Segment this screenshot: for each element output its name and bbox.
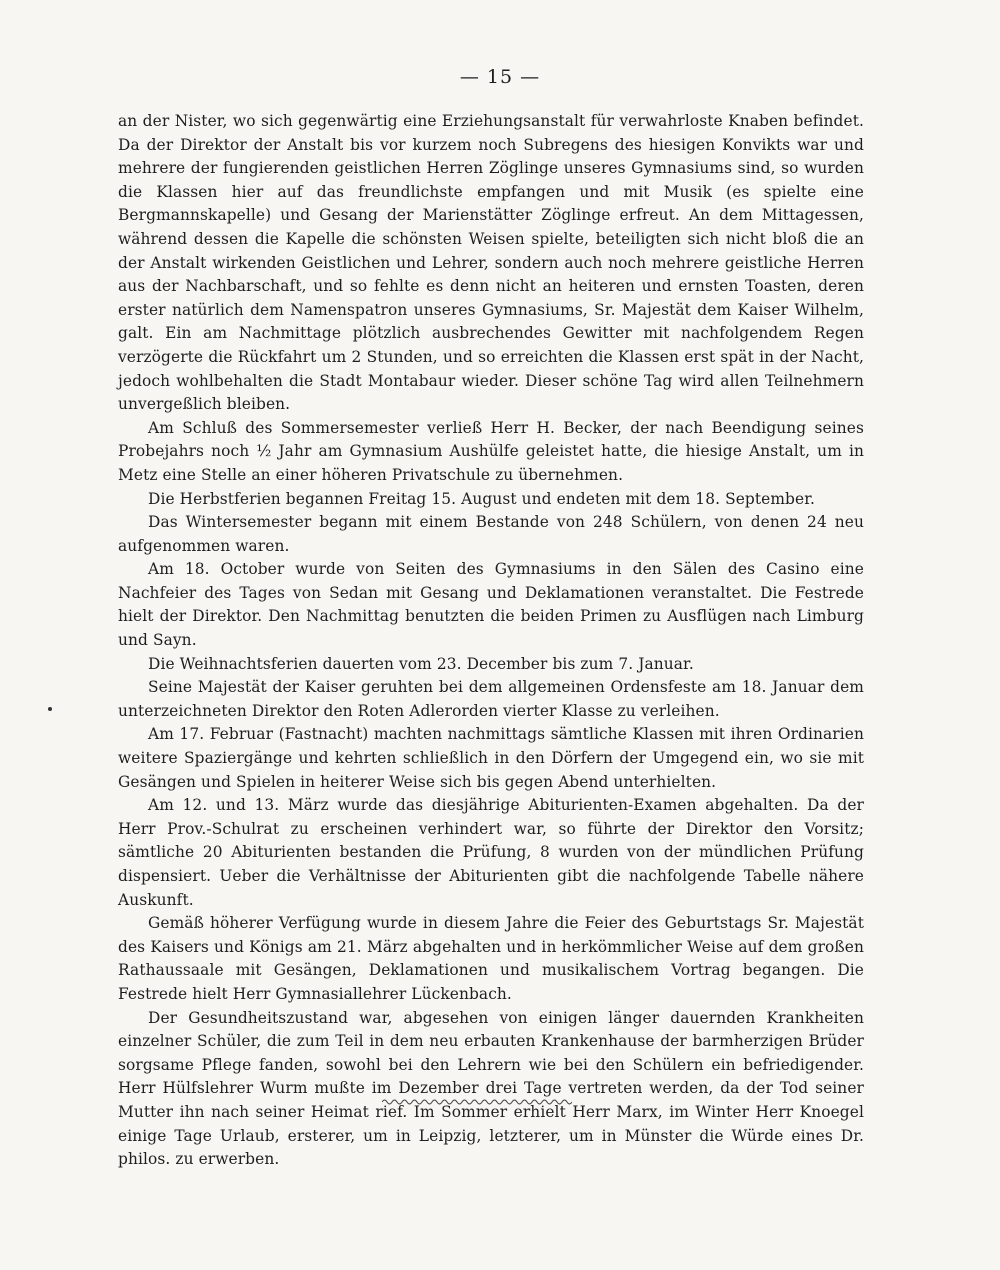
document-body: [118, 110, 864, 1172]
paragraph-2: Am Schluß des Sommersemester verließ Herr H. Becker, der nach Beendigung seines Probejahrs noch ½ Jahr am Gymnasium Aushülfe geleistet hatte, die hiesige Anstalt, um in Metz eine Stelle an einer höheren Privatschule zu übernehmen.: [118, 418, 864, 484]
paragraph-9: Am 12. und 13. März wurde das diesjährige Abiturienten-Examen abgehalten. Da der Herr Prov.-Schulrat zu erscheinen verhindert war, so führte der Direktor den Vorsitz; sämtliche 20 Abiturienten bestanden die Prüfung, 8 wurden von der mündlichen Prüfung dispensiert. Ueber die Verhältnisse der Abiturienten gibt die nachfolgende Tabelle nähere Auskunft.: [118, 796, 864, 909]
decorative-wavy-divider: [382, 1098, 572, 1106]
page-number: — 15 —: [459, 66, 541, 88]
paragraph-3: Die Herbstferien begannen Freitag 15. August und endeten mit dem 18. September.: [148, 489, 815, 508]
paragraph-6: Die Weihnachtsferien dauerten vom 23. December bis zum 7. Januar.: [148, 654, 694, 673]
stray-mark: [48, 707, 52, 711]
paragraph-4: Das Wintersemester begann mit einem Bestande von 248 Schülern, von denen 24 neu aufgenommen waren.: [118, 513, 864, 555]
paragraph-11: Der Gesundheitszustand war, abgesehen von einigen länger dauernden Krankheiten einzelner Schüler, die zum Teil in dem neu erbauten Krankenhause der barmherzigen Brüder sorgsame Pflege fanden, sowohl bei den Lehrern wie bei den Schülern ein befriedigender. Herr Hülfslehrer Wurm mußte im Dezember drei Tage vertreten werden, da der Tod seiner Mutter ihn nach seiner Heimat rief. Im Sommer erhielt Herr Marx, im Winter Herr Knoegel einige Tage Urlaub, ersterer, um in Leipzig, letzterer, um in Münster die Würde eines Dr. philos. zu erwerben.: [118, 1008, 864, 1169]
paragraph-1: an der Nister, wo sich gegenwärtig eine Erziehungsanstalt für verwahrloste Knaben befindet. Da der Direktor der Anstalt bis vor kurzem noch Subregens des hiesigen Konvikts war und mehrere der fungierenden geistlichen Herren Zöglinge unseres Gymnasiums sind, so wurden die Klassen hier auf das freundlichste empfangen und mit Musik (es spielte eine Bergmannskapelle) und Gesang der Marienstätter Zöglinge erfreut. An dem Mittagessen, während dessen die Kapelle die schönsten Weisen spielte, beteiligten sich nicht bloß die an der Anstalt wirkenden Geistlichen und Lehrer, sondern auch noch mehrere geistliche Herren aus der Nachbarschaft, und so fehlte es denn nicht an heiteren und ernsten Toasten, deren erster natürlich dem Namenspatron unseres Gymnasiums, Sr. Majestät dem Kaiser Wilhelm, galt. Ein am Nachmittage plötzlich ausbrechendes Gewitter mit nachfolgendem Regen verzögerte die Rückfahrt um 2 Stunden, und so erreichten die Klassen erst spät in der Nacht, jedoch wohlbehalten die Stadt Montabaur wieder. Dieser schöne Tag wird allen Teilnehmern unvergeßlich bleiben.: [118, 112, 864, 414]
paragraph-8: Am 17. Februar (Fastnacht) machten nachmittags sämtliche Klassen mit ihren Ordinarien weitere Spaziergänge und kehrten schließlich in den Dörfern der Umgegend ein, wo sie mit Gesängen und Spielen in heiterer Weise sich bis gegen Abend unterhielten.: [118, 725, 864, 791]
paragraph-10: Gemäß höherer Verfügung wurde in diesem Jahre die Feier des Geburtstags Sr. Majestät des Kaisers und Königs am 21. März abgehalten und in herkömmlicher Weise auf dem großen Rathaussaale mit Gesängen, Deklamationen und musikalischem Vortrag begangen. Die Festrede hielt Herr Gymnasiallehrer Lückenbach.: [118, 914, 864, 1003]
paragraph-5: Am 18. October wurde von Seiten des Gymnasiums in den Sälen des Casino eine Nachfeier des Tages von Sedan mit Gesang und Deklamationen veranstaltet. Die Festrede hielt der Direktor. Den Nachmittag benutzten die beiden Primen zu Ausflügen nach Limburg und Sayn.: [118, 560, 864, 650]
paragraph-7: Seine Majestät der Kaiser geruhten bei dem allgemeinen Ordensfeste am 18. Januar dem unterzeichneten Direktor den Roten Adlerorden vierter Klasse zu verleihen.: [118, 678, 864, 720]
